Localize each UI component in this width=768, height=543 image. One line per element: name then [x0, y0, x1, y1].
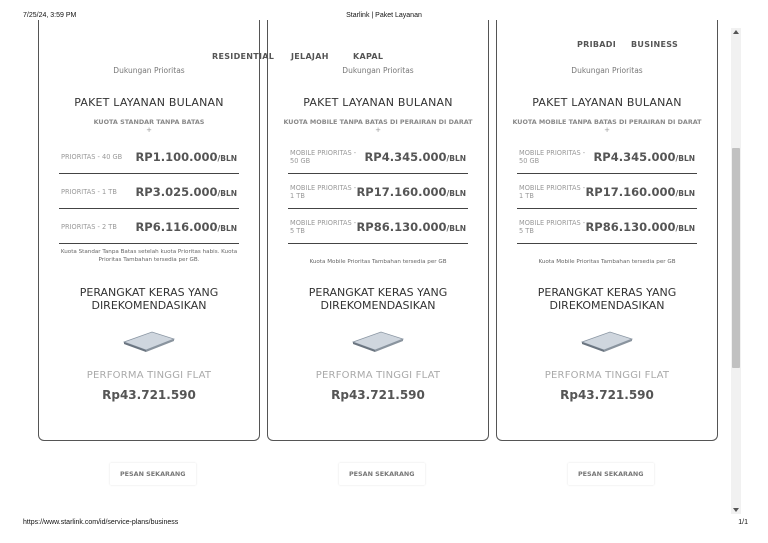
quota-label: KUOTA MOBILE TANPA BATAS DI PERAIRAN DI DARAT [512, 118, 702, 126]
tier-row[interactable] [288, 210, 468, 244]
tier-price: RP4.345.000/BLN [593, 149, 695, 164]
scrollbar-thumb[interactable] [732, 148, 740, 368]
tier-row[interactable] [517, 140, 697, 174]
tier-row[interactable] [288, 175, 468, 209]
print-page-title: Starlink | Paket Layanan [346, 12, 422, 19]
print-timestamp: 7/25/24, 3:59 PM [23, 12, 77, 19]
quota-note: Kuota Mobile Prioritas Tambahan tersedia per GB [309, 259, 447, 265]
print-page-number: 1/1 [738, 519, 748, 526]
hardware-name: PERFORMA TINGGI FLAT [544, 370, 670, 381]
tier-row[interactable] [59, 140, 239, 174]
flat-dish-icon [351, 330, 405, 352]
hardware-title: PERANGKAT KERAS YANG DIREKOMENDASIKAN [308, 286, 448, 312]
order-now-button[interactable]: PESAN SEKARANG [568, 463, 654, 485]
tier-price: RP17.160.000/BLN [356, 184, 466, 199]
flat-dish-icon [122, 330, 176, 352]
quota-label: KUOTA MOBILE TANPA BATAS DI PERAIRAN DI DARAT [283, 118, 473, 126]
tier-price: RP1.100.000/BLN [135, 149, 237, 164]
tier-row[interactable] [59, 175, 239, 209]
tier-price: RP86.130.000/BLN [585, 219, 695, 234]
plan-card-mobile [267, 20, 489, 441]
plus-sign: + [604, 126, 610, 134]
nav-jelajah[interactable]: JELAJAH [291, 52, 329, 61]
tier-label: MOBILE PRIORITAS - 1 TB [290, 183, 357, 200]
hardware-name: PERFORMA TINGGI FLAT [86, 370, 212, 381]
order-now-button[interactable]: PESAN SEKARANG [110, 463, 196, 485]
order-now-button[interactable]: PESAN SEKARANG [339, 463, 425, 485]
priority-support-label: Dukungan Prioritas [342, 66, 414, 75]
tier-label: PRIORITAS - 2 TB [61, 222, 117, 231]
print-footer [0, 519, 768, 531]
vertical-scrollbar[interactable] [731, 28, 741, 514]
nav-pribadi[interactable]: PRIBADI [577, 40, 617, 49]
tier-row[interactable] [59, 210, 239, 244]
tier-label: MOBILE PRIORITAS - 5 TB [519, 218, 586, 235]
hardware-title: PERANGKAT KERAS YANG DIREKOMENDASIKAN [537, 286, 677, 312]
tier-row[interactable] [517, 175, 697, 209]
nav-business[interactable]: BUSINESS [631, 40, 679, 49]
hardware-name: PERFORMA TINGGI FLAT [315, 370, 441, 381]
plan-card-mobile-2 [496, 20, 718, 441]
tier-price: RP3.025.000/BLN [135, 184, 237, 199]
priority-support-label: Dukungan Prioritas [113, 66, 185, 75]
tier-price: RP17.160.000/BLN [585, 184, 695, 199]
scroll-up-arrow-icon[interactable] [733, 30, 739, 34]
tier-label: MOBILE PRIORITAS - 50 GB [290, 148, 357, 165]
hardware-price: Rp43.721.590 [331, 388, 425, 402]
hardware-price: Rp43.721.590 [102, 388, 196, 402]
quota-note: Kuota Standar Tanpa Batas setelah kuota Prioritas habis. Kuota Prioritas Tambahan tersedia per GB. [60, 249, 238, 263]
nav-residential[interactable]: RESIDENTIAL [212, 52, 275, 61]
quota-note: Kuota Mobile Prioritas Tambahan tersedia per GB [538, 259, 676, 265]
tier-row[interactable] [517, 210, 697, 244]
tier-row[interactable] [288, 140, 468, 174]
nav-kapal[interactable]: KAPAL [353, 52, 384, 61]
tier-label: MOBILE PRIORITAS - 5 TB [290, 218, 357, 235]
tier-price: RP86.130.000/BLN [356, 219, 466, 234]
tier-label: PRIORITAS - 1 TB [61, 187, 117, 196]
plus-sign: + [146, 126, 152, 134]
flat-dish-icon [580, 330, 634, 352]
plan-title: PAKET LAYANAN BULANAN [303, 96, 453, 109]
scroll-down-arrow-icon[interactable] [733, 508, 739, 512]
tier-label: MOBILE PRIORITAS - 50 GB [519, 148, 586, 165]
quota-label: KUOTA STANDAR TANPA BATAS [93, 118, 205, 126]
plan-title: PAKET LAYANAN BULANAN [74, 96, 224, 109]
tier-label: PRIORITAS - 40 GB [61, 152, 123, 161]
print-url: https://www.starlink.com/id/service-plans/business [23, 519, 179, 526]
priority-support-label: Dukungan Prioritas [571, 66, 643, 75]
tier-price: RP6.116.000/BLN [135, 219, 237, 234]
tier-price: RP4.345.000/BLN [364, 149, 466, 164]
hardware-title: PERANGKAT KERAS YANG DIREKOMENDASIKAN [79, 286, 219, 312]
hardware-price: Rp43.721.590 [560, 388, 654, 402]
plan-card-standard [38, 20, 260, 441]
plus-sign: + [375, 126, 381, 134]
tier-label: MOBILE PRIORITAS - 1 TB [519, 183, 586, 200]
plan-title: PAKET LAYANAN BULANAN [532, 96, 682, 109]
